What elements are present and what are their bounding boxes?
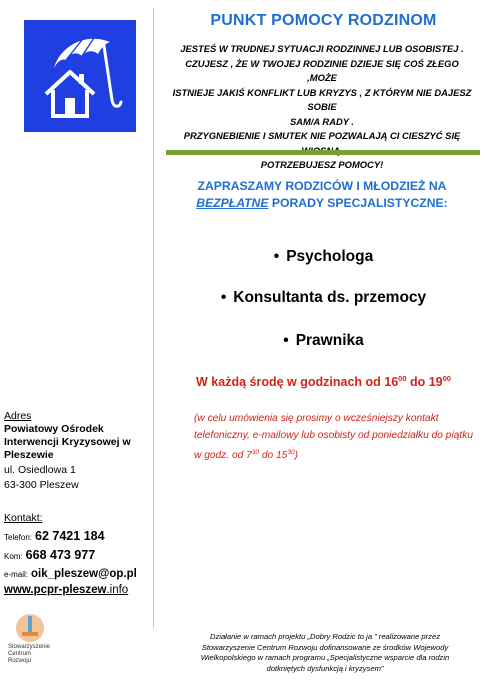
intro-line: POTRZEBUJESZ POMOCY!: [260, 159, 384, 170]
free-label: BEZPŁATNE: [196, 196, 269, 210]
service-item: [165, 332, 482, 350]
phone-label: Telefon:: [4, 533, 33, 542]
umbrella-house-logo-icon: [24, 20, 136, 132]
service-label: Prawnika: [295, 332, 364, 349]
org-name-line: Powiatowy Ośrodek: [4, 423, 104, 435]
email-label: e-mail:: [4, 570, 29, 579]
appointment-note: [194, 410, 474, 464]
umbrella-house-logo: [24, 20, 136, 132]
email-row: [4, 568, 152, 581]
intro-line: SAM/A RADY .: [289, 115, 355, 127]
contact-heading: Kontakt:: [4, 512, 43, 524]
invitation-line-1: ZAPRASZAMY RODZICÓW I MŁODZIEŻ NA: [197, 179, 447, 193]
intro-line: PRZYGNEBIENIE I SMUTEK NIE POZWALAJĄ CI CIESZYĆ SIĘ: [183, 130, 461, 141]
footer-line: dotkniętych dysfunkcją i kryzysem”: [266, 663, 384, 673]
association-mark-icon: [16, 614, 44, 642]
note-sup-end: 30: [287, 449, 295, 456]
note-text: (w celu umówienia się prosimy o wcześniejszy kontakt telefoniczny, e-mailowy lub osobisty od poniedziałku do piątku w godz. od 7: [194, 413, 473, 461]
intro-line: ISTNIEJE JAKIŚ KONFLIKT LUB KRYZYS , Z KTÓRYM NIE DAJESZ SOBIE: [172, 86, 472, 112]
intro-line: CZUJESZ , ŻE W TWOJEJ RODZINIE DZIEJE SIĘ COŚ ZŁEGO ,MOŻE: [185, 57, 459, 83]
city: 63-300 Pleszew: [4, 479, 79, 491]
website-link[interactable]: [4, 584, 152, 597]
invitation-line-2: [172, 195, 472, 212]
footer-line: Działanie w ramach projektu „Dobry Rodzic to ja ” realizowane przez: [209, 632, 440, 641]
phone-row: [4, 530, 152, 544]
service-item: [165, 248, 482, 266]
email-link[interactable]: oik_pleszew@op.pl: [31, 568, 137, 580]
association-name-line: Rozwoju: [8, 658, 32, 664]
hours-prefix: W każdą środę w godzinach od 16: [196, 375, 399, 389]
note-mid: do 15: [259, 450, 288, 461]
page-title: PUNKT POMOCY RODZINOM: [210, 12, 437, 29]
association-name: [8, 644, 68, 665]
invitation-heading: [172, 178, 472, 212]
contact-block: [4, 512, 152, 597]
association-name-line: Centrum: [8, 651, 32, 657]
office-hours: [165, 374, 482, 389]
address-heading: Adres: [4, 410, 32, 422]
org-name-line: Interwencji Kryzysowej w: [4, 436, 131, 448]
invitation-line-2-rest: PORADY SPECJALISTYCZNE:: [268, 196, 448, 210]
service-item: [165, 289, 482, 307]
service-label: Konsultanta ds. przemocy: [233, 289, 427, 306]
footer-line: Stowarzyszenie Centrum Rozwoju dofinansowane ze środków Wojewody: [201, 642, 449, 652]
association-name-line: Stowarzyszenie: [8, 644, 51, 650]
footer-funding-note: [180, 632, 470, 674]
website-domain: www.pcpr-pleszew: [4, 584, 107, 596]
mobile-label: Kom:: [4, 552, 23, 561]
mobile-row: [4, 549, 152, 563]
street: ul. Osiedlowa 1: [4, 464, 76, 476]
address-block: [4, 410, 149, 492]
hours-sup-start: 00: [398, 374, 407, 383]
vertical-divider: [153, 8, 154, 628]
association-logo: [8, 614, 68, 665]
website-tld: .info: [106, 584, 129, 596]
mobile-number[interactable]: 668 473 977: [25, 548, 96, 562]
hours-sup-end: 00: [442, 374, 451, 383]
org-name-line: Pleszewie: [4, 449, 54, 461]
hours-mid: do 19: [406, 375, 443, 389]
note-end: ): [294, 450, 298, 461]
phone-number[interactable]: 62 7421 184: [35, 529, 105, 543]
bullet-icon: •: [273, 248, 280, 265]
bullet-icon: •: [220, 289, 227, 306]
note-sup-start: 30: [251, 449, 260, 456]
intro-line: JESTEŚ W TRUDNEJ SYTUACJI RODZINNEJ LUB OSOBISTEJ .: [180, 43, 464, 54]
bullet-icon: •: [283, 332, 289, 349]
footer-line: Wielkopolskiego w ramach programu „Specjalistyczne wsparcie dla rodzin: [200, 653, 450, 662]
service-label: Psychologa: [286, 248, 374, 265]
green-divider: [166, 150, 480, 155]
